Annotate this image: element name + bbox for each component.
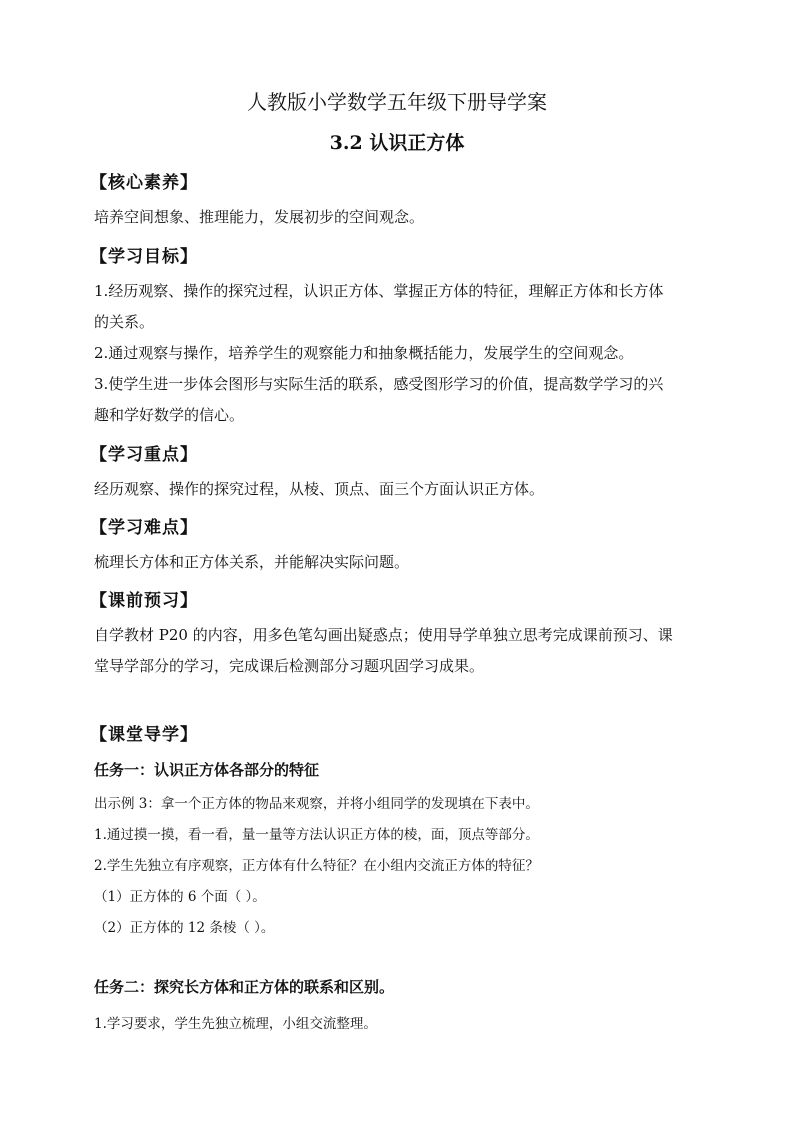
lesson-title: 3.2 认识正方体 xyxy=(329,132,465,154)
task-1-example: 出示例 3：拿一个正方体的物品来观察，并将小组同学的发现填在下表中。 xyxy=(94,796,539,812)
section-heading-key: 【学习重点】 xyxy=(90,445,198,465)
section-heading-core: 【核心素养】 xyxy=(90,173,198,193)
goal-item-3-line-2: 趣和学好数学的信心。 xyxy=(94,406,245,424)
document-title: 人教版小学数学五年级下册导学案 xyxy=(247,90,547,114)
task-2-step-1: 1.学习要求，学生先独立梳理，小组交流整理。 xyxy=(94,1016,377,1032)
goal-item-1-line-1: 1.经历观察、操作的探究过程，认识正方体、掌握正方体的特征，理解正方体和长方体 xyxy=(94,282,664,300)
task-1-fill-blank-1: （1）正方体的 6 个面（ ）。 xyxy=(94,889,266,905)
section-heading-goals: 【学习目标】 xyxy=(90,247,198,267)
goal-item-3-line-1: 3.使学生进一步体会图形与实际生活的联系，感受图形学习的价值，提高数学学习的兴 xyxy=(94,375,664,393)
core-text: 培养空间想象、推理能力，发展初步的空间观念。 xyxy=(94,208,425,226)
section-heading-difficulty: 【学习难点】 xyxy=(90,518,198,538)
preview-line-2: 堂导学部分的学习，完成课后检测部分习题巩固学习成果。 xyxy=(94,657,485,675)
task-1-title: 任务一：认识正方体各部分的特征 xyxy=(94,761,320,779)
task-1-step-1: 1.通过摸一摸，看一看，量一量等方法认识正方体的棱，面，顶点等部分。 xyxy=(94,827,539,843)
preview-line-1: 自学教材 P20 的内容，用多色笔勾画出疑惑点；使用导学单独立思考完成课前预习、课 xyxy=(94,626,673,644)
task-2-title: 任务二：探究长方体和正方体的联系和区别。 xyxy=(94,978,395,996)
task-1-fill-blank-2: （2）正方体的 12 条棱（ ）。 xyxy=(94,920,275,936)
key-text: 经历观察、操作的探究过程，从棱、顶点、面三个方面认识正方体。 xyxy=(94,480,545,498)
section-heading-guide: 【课堂导学】 xyxy=(90,725,198,745)
task-1-step-2: 2.学生先独立有序观察，正方体有什么特征？在小组内交流正方体的特征？ xyxy=(94,858,539,874)
section-heading-preview: 【课前预习】 xyxy=(90,591,198,611)
difficulty-text: 梳理长方体和正方体关系，并能解决实际问题。 xyxy=(94,553,410,571)
goal-item-2: 2.通过观察与操作，培养学生的观察能力和抽象概括能力，发展学生的空间观念。 xyxy=(94,344,634,362)
goal-item-1-line-2: 的关系。 xyxy=(94,313,155,331)
